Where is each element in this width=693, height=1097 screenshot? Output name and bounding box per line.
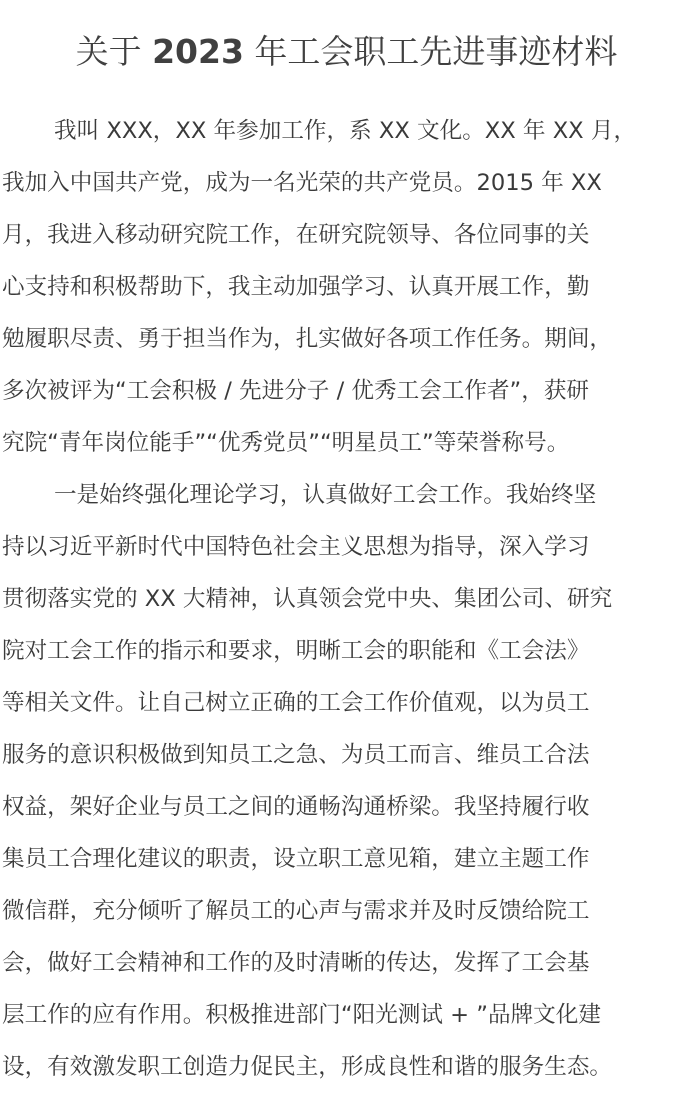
paragraph-line: 我叫 XXX，XX 年参加工作，系 XX 文化。XX 年 XX 月，	[54, 118, 637, 144]
paragraph-line: 集员工合理化建议的职责，设立职工意见箱，建立主题工作	[2, 846, 590, 872]
paragraph-line: 持以习近平新时代中国特色社会主义思想为指导，深入学习	[2, 534, 590, 560]
paragraph-line: 权益，架好企业与员工之间的通畅沟通桥梁。我坚持履行收	[2, 794, 590, 820]
title-prefix: 关于	[75, 32, 153, 71]
paragraph-line: 服务的意识积极做到知员工之急、为员工而言、维员工合法	[2, 742, 590, 768]
paragraph-2	[2, 469, 691, 1093]
paragraph-line: 一是始终强化理论学习，认真做好工会工作。我始终坚	[54, 482, 597, 508]
paragraph-line: 院对工会工作的指示和要求，明晰工会的职能和《工会法》	[2, 638, 590, 664]
document-body	[2, 105, 691, 1093]
paragraph-line: 贯彻落实党的 XX 大精神，认真领会党中央、集团公司、研究	[2, 586, 613, 612]
paragraph-line: 我加入中国共产党，成为一名光荣的共产党员。2015 年 XX	[2, 170, 602, 196]
paragraph-line: 设，有效激发职工创造力促民主，形成良性和谐的服务生态。	[2, 1054, 613, 1080]
paragraph-line: 月，我进入移动研究院工作，在研究院领导、各位同事的关	[2, 222, 590, 248]
paragraph-line: 心支持和积极帮助下，我主动加强学习、认真开展工作，勤	[2, 274, 590, 300]
paragraph-line: 等相关文件。让自己树立正确的工会工作价值观，以为员工	[2, 690, 590, 716]
title-year: 2023	[152, 32, 244, 71]
paragraph-line: 勉履职尽责、勇于担当作为，扎实做好各项工作任务。期间，	[2, 326, 613, 352]
title-suffix: 年工会职工先进事迹材料	[243, 32, 618, 71]
paragraph-line: 微信群，充分倾听了解员工的心声与需求并及时反馈给院工	[2, 898, 590, 924]
document-title	[0, 28, 693, 76]
paragraph-line: 究院“青年岗位能手”“优秀党员”“明星员工”等荣誉称号。	[2, 430, 570, 456]
paragraph-line: 会，做好工会精神和工作的及时清晰的传达，发挥了工会基	[2, 950, 590, 976]
paragraph-1	[2, 105, 691, 469]
paragraph-line: 多次被评为“工会积极 / 先进分子 / 优秀工会工作者”，获研	[2, 378, 590, 404]
paragraph-line: 层工作的应有作用。积极推进部门“阳光测试 + ”品牌文化建	[2, 1002, 601, 1028]
